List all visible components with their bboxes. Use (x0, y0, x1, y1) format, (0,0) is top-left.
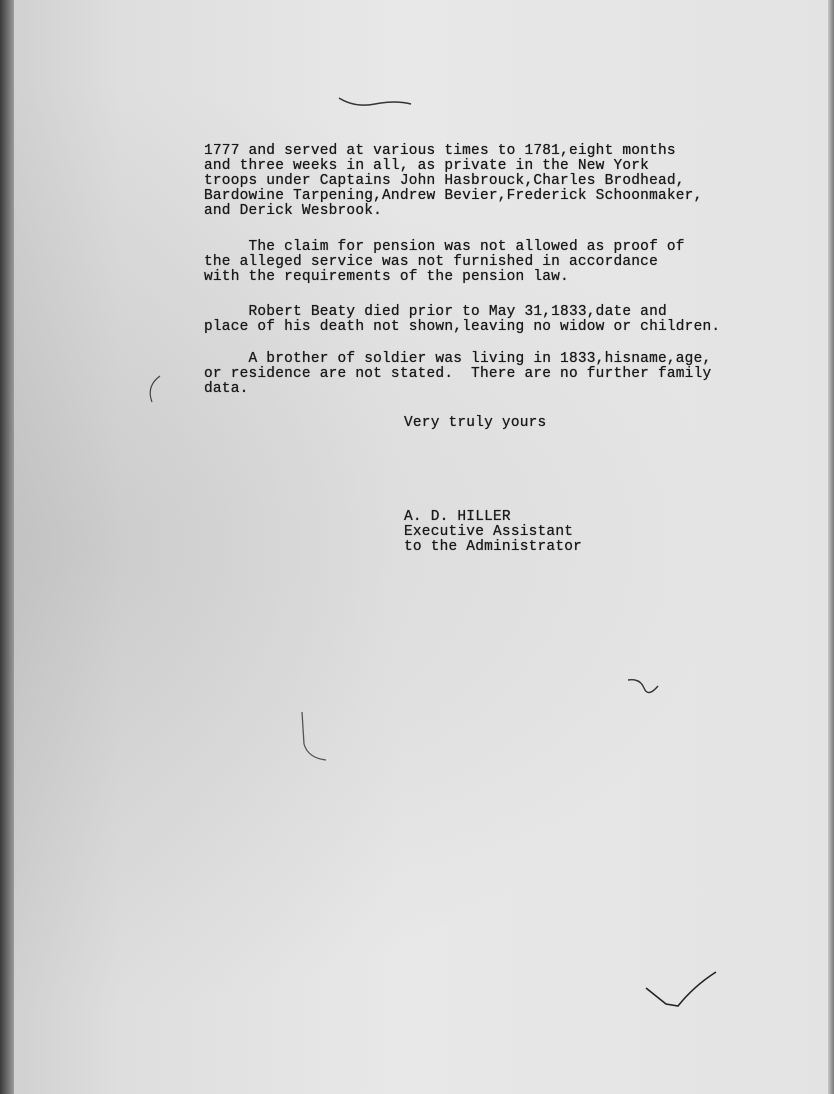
pen-mark-left (140, 372, 170, 406)
signature-title: to the Administrator (404, 539, 583, 555)
text-line: with the requirements of the pension law. (204, 269, 569, 285)
text-line: A brother of soldier was living in 1833,hisname,age, (204, 351, 712, 367)
pen-stroke-top (335, 92, 415, 112)
text-line: 1777 and served at various times to 1781,eight months (204, 143, 676, 159)
check-mark (642, 966, 722, 1014)
text-line: The claim for pension was not allowed as proof of (204, 239, 685, 255)
pen-mark-bracket (296, 708, 348, 766)
closing: Very truly yours (404, 415, 547, 431)
text-line: or residence are not stated. There are no further family (204, 366, 712, 382)
paragraph-service (204, 144, 702, 219)
text-line: Robert Beaty died prior to May 31,1833,date and (204, 304, 667, 320)
scan-right-edge (828, 0, 834, 1094)
scan-left-edge (0, 0, 14, 1094)
pen-mark-middle (626, 676, 662, 696)
signature-name: A. D. HILLER (404, 509, 511, 525)
signature-title: Executive Assistant (404, 524, 574, 540)
text-line: Bardowine Tarpening,Andrew Bevier,Frederick Schoonmaker, (204, 188, 703, 204)
text-line: troops under Captains John Hasbrouck,Charles Brodhead, (204, 173, 685, 189)
text-line: place of his death not shown,leaving no widow or children. (204, 319, 721, 335)
text-line: and three weeks in all, as private in the New York (204, 158, 650, 174)
text-line: data. (204, 381, 249, 397)
text-line: the alleged service was not furnished in accordance (204, 254, 658, 270)
text-line: and Derick Wesbrook. (204, 203, 383, 219)
paragraph-death (204, 305, 720, 335)
paragraph-claim (204, 240, 685, 285)
paragraph-family (204, 352, 711, 397)
signature-block (404, 510, 582, 555)
